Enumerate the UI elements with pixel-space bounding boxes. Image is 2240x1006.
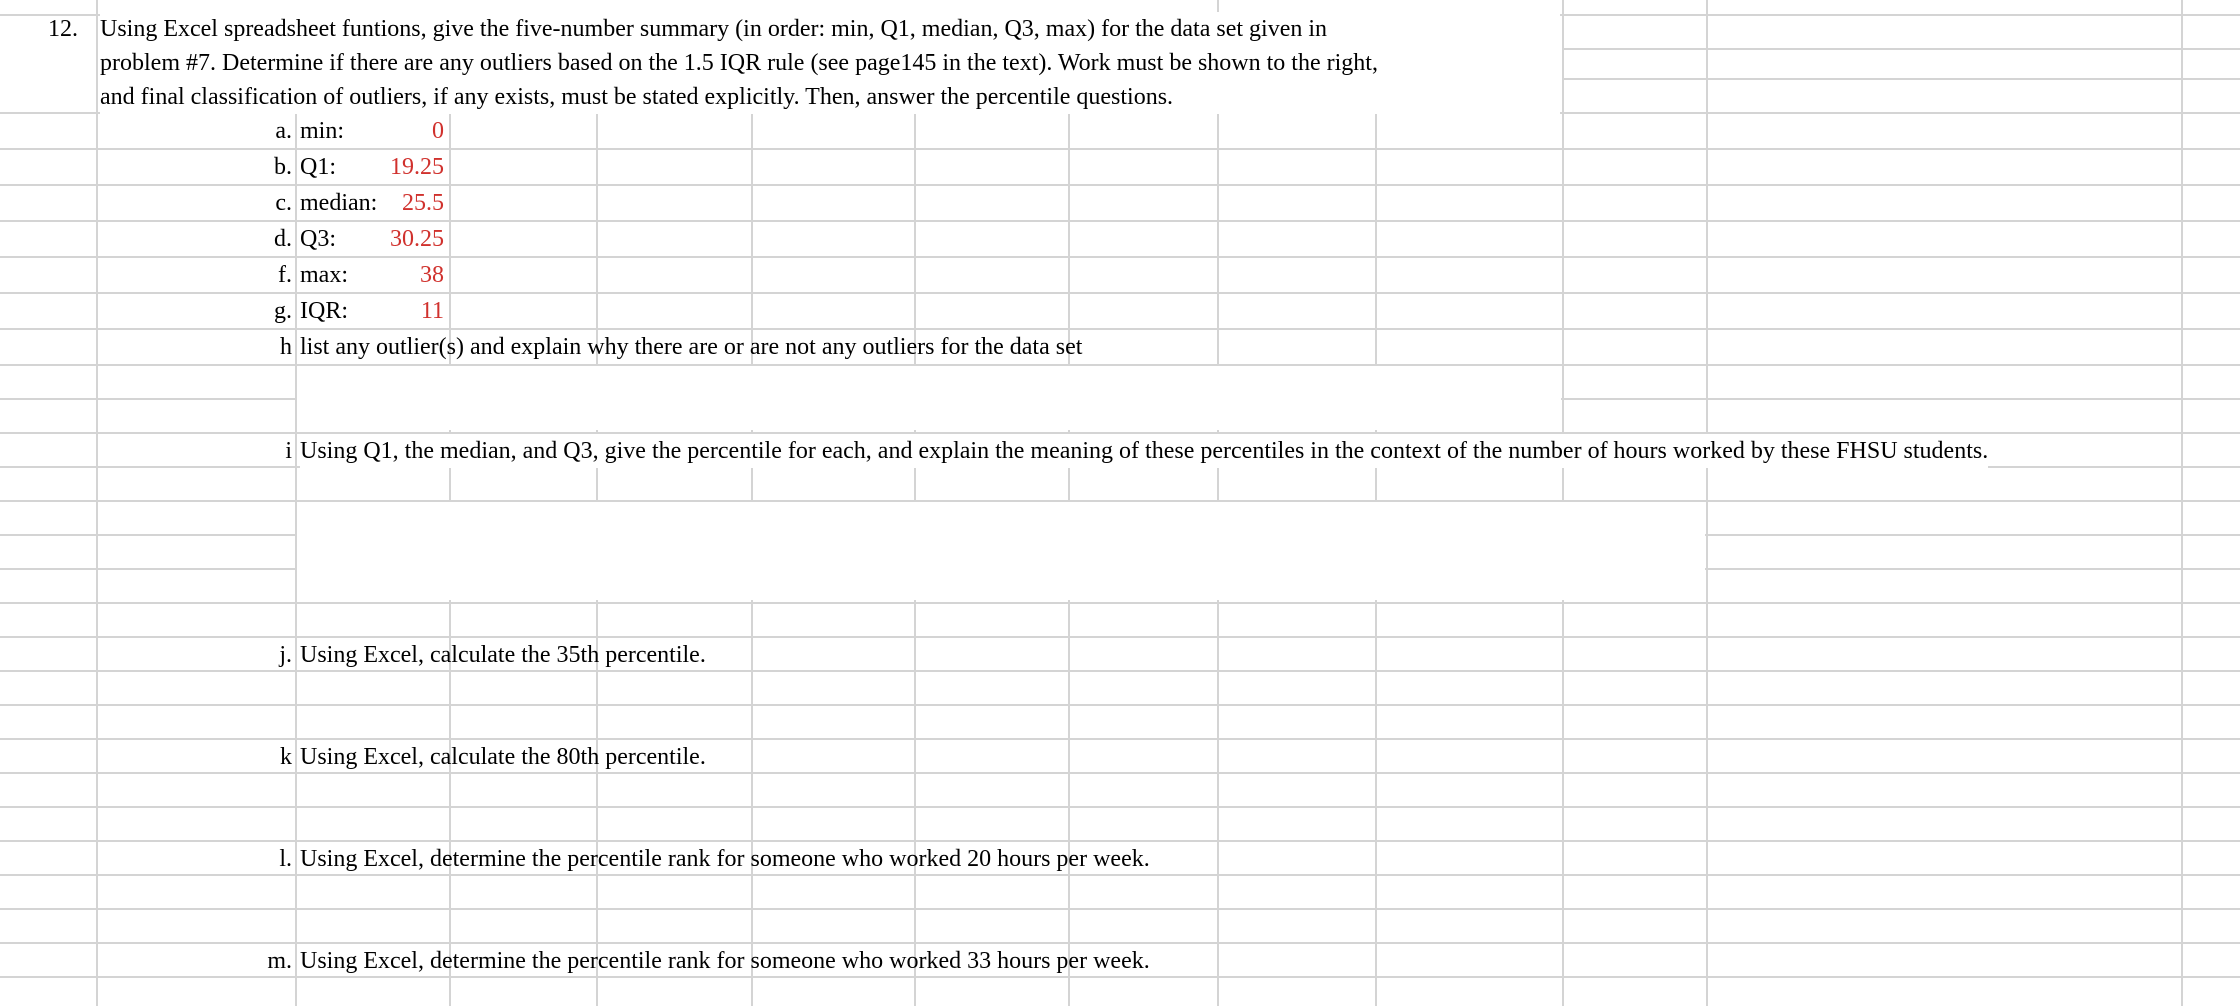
summary-name-iqr: IQR: [300,298,348,324]
row-gridline [0,220,2240,222]
row-gridline [0,908,2240,910]
question-i: Using Q1, the median, and Q3, give the percentile for each, and explain the meaning of these percentiles in the context of the number of hours worked by these FHSU students. [300,434,1988,468]
problem-line-2: problem #7. Determine if there are any outliers based on the 1.5 IQR rule (see page145 in the text). Work must be shown to the right, [100,46,1560,80]
row-gridline [1562,78,2240,80]
label-c: c. [275,190,292,216]
row-gridline [0,148,2240,150]
answer-area-i[interactable] [297,502,1705,600]
label-m: m. [267,948,292,974]
row-gridline [0,704,2240,706]
label-g: g. [274,298,292,324]
row-gridline [0,602,2240,604]
summary-value-iqr[interactable]: 11 [420,298,444,324]
answer-area-h[interactable] [297,366,1561,430]
label-k: k [280,744,292,770]
question-l: Using Excel, determine the percentile rank for someone who worked 20 hours per week. [300,846,1150,872]
summary-value-q1[interactable]: 19.25 [390,154,444,180]
summary-name-q1: Q1: [300,154,336,180]
column-gridline [2181,0,2183,1006]
summary-value-max[interactable]: 38 [420,262,444,288]
label-a: a. [275,118,292,144]
question-m: Using Excel, determine the percentile rank for someone who worked 33 hours per week. [300,948,1150,974]
summary-name-min: min: [300,118,345,144]
column-gridline [1706,0,1708,1006]
label-f: f. [278,262,292,288]
question-j: Using Excel, calculate the 35th percentile. [300,642,706,668]
problem-number: 12. [48,16,78,42]
summary-value-min[interactable]: 0 [432,118,444,144]
problem-line-1: Using Excel spreadsheet funtions, give the five-number summary (in order: min, Q1, median, Q3, max) for the data set given in [100,12,1560,46]
row-gridline [0,806,2240,808]
summary-value-median[interactable]: 25.5 [402,190,444,216]
label-b: b. [274,154,292,180]
summary-name-max: max: [300,262,348,288]
summary-value-q3[interactable]: 30.25 [390,226,444,252]
summary-name-median: median: [300,190,378,216]
question-h: list any outlier(s) and explain why there are or are not any outliers for the data set [300,334,1083,360]
label-h: h [280,334,292,360]
row-gridline [1562,48,2240,50]
question-k: Using Excel, calculate the 80th percentile. [300,744,706,770]
label-i: i [285,438,292,464]
summary-name-q3: Q3: [300,226,336,252]
label-d: d. [274,226,292,252]
column-gridline [96,0,98,1006]
label-l: l. [279,846,292,872]
label-j: j. [279,642,292,668]
problem-line-3: and final classification of outliers, if any exists, must be stated explicitly. Then, answer the percentile questions. [100,80,1560,114]
